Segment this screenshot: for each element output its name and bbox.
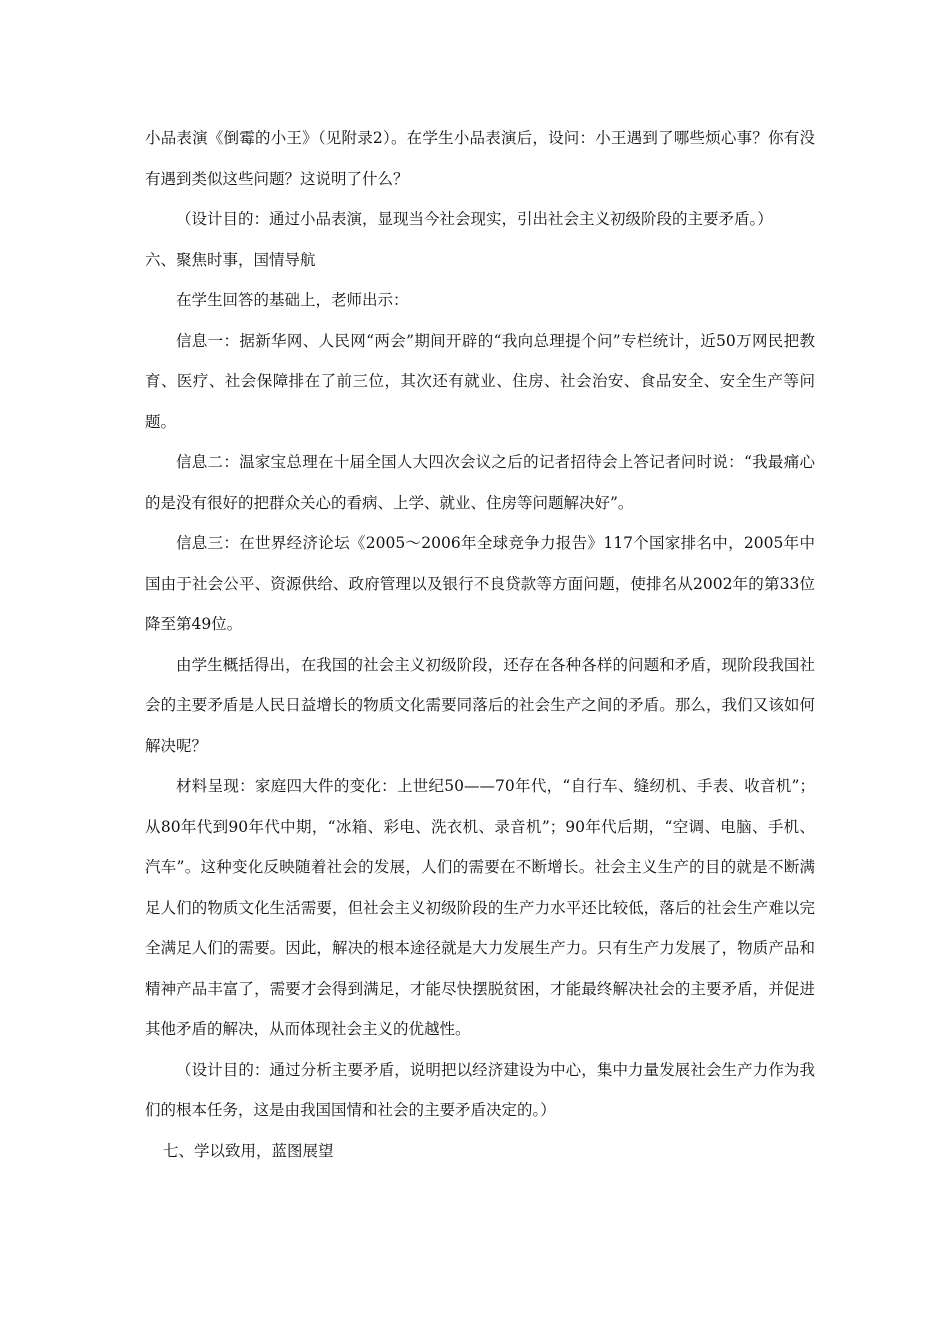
paragraph-info-three: 信息三：在世界经济论坛《2005～2006年全球竞争力报告》117个国家排名中，2005年中国由于社会公平、资源供给、政府管理以及银行不良贷款等方面问题，使排名从2002年的第33位降至第49位。 [145, 534, 815, 633]
document-body [145, 118, 815, 1171]
paragraph-skit: 小品表演《倒霉的小王》（见附录2）。在学生小品表演后，设问：小王遇到了哪些烦心事？你有没有遇到类似这些问题？这说明了什么？ [145, 129, 815, 188]
paragraph-teacher-shows: 在学生回答的基础上，老师出示： [176, 291, 409, 309]
section-heading-seven: 七、学以致用，蓝图展望 [163, 1141, 334, 1160]
paragraph-material: 材料呈现：家庭四大件的变化：上世纪50——70年代，“自行车、缝纫机、手表、收音机”；从80年代到90年代中期，“冰箱、彩电、洗衣机、录音机”；90年代后期，“空调、电脑、手机、汽车”。这种变化反映随着社会的发展，人们的需要在不断增长。社会主义生产的目的就是不断满足人们的物质文化生活需要，但社会主义初级阶段的生产力水平还比较低，落后的社会生产难以完全满足人们的需要。因此，解决的根本途径就是大力发展生产力。只有生产力发展了，物质产品和精神产品丰富了，需要才会得到满足，才能尽快摆脱贫困，才能最终解决社会的主要矛盾，并促进其他矛盾的解决，从而体现社会主义的优越性。 [145, 777, 815, 1038]
paragraph-info-two: 信息二：温家宝总理在十届全国人大四次会议之后的记者招待会上答记者问时说：“我最痛心的是没有很好的把群众关心的看病、上学、就业、住房等问题解决好”。 [145, 453, 815, 512]
section-heading-six: 六、聚焦时事，国情导航 [145, 250, 316, 269]
paragraph-design-purpose-2: （设计目的：通过分析主要矛盾，说明把以经济建设为中心，集中力量发展社会生产力作为我们的根本任务，这是由我国国情和社会的主要矛盾决定的。） [145, 1060, 815, 1119]
paragraph-info-one: 信息一：据新华网、人民网“两会”期间开辟的“我向总理提个问”专栏统计，近50万网民把教育、医疗、社会保障排在了前三位，其次还有就业、住房、社会治安、食品安全、安全生产等问题。 [145, 331, 815, 431]
paragraph-design-purpose-1: （设计目的：通过小品表演，显现当今社会现实，引出社会主义初级阶段的主要矛盾。） [176, 210, 773, 228]
paragraph-students-conclude: 由学生概括得出，在我国的社会主义初级阶段，还存在各种各样的问题和矛盾，现阶段我国社会的主要矛盾是人民日益增长的物质文化需要同落后的社会生产之间的矛盾。那么，我们又该如何解决呢？ [145, 655, 815, 755]
